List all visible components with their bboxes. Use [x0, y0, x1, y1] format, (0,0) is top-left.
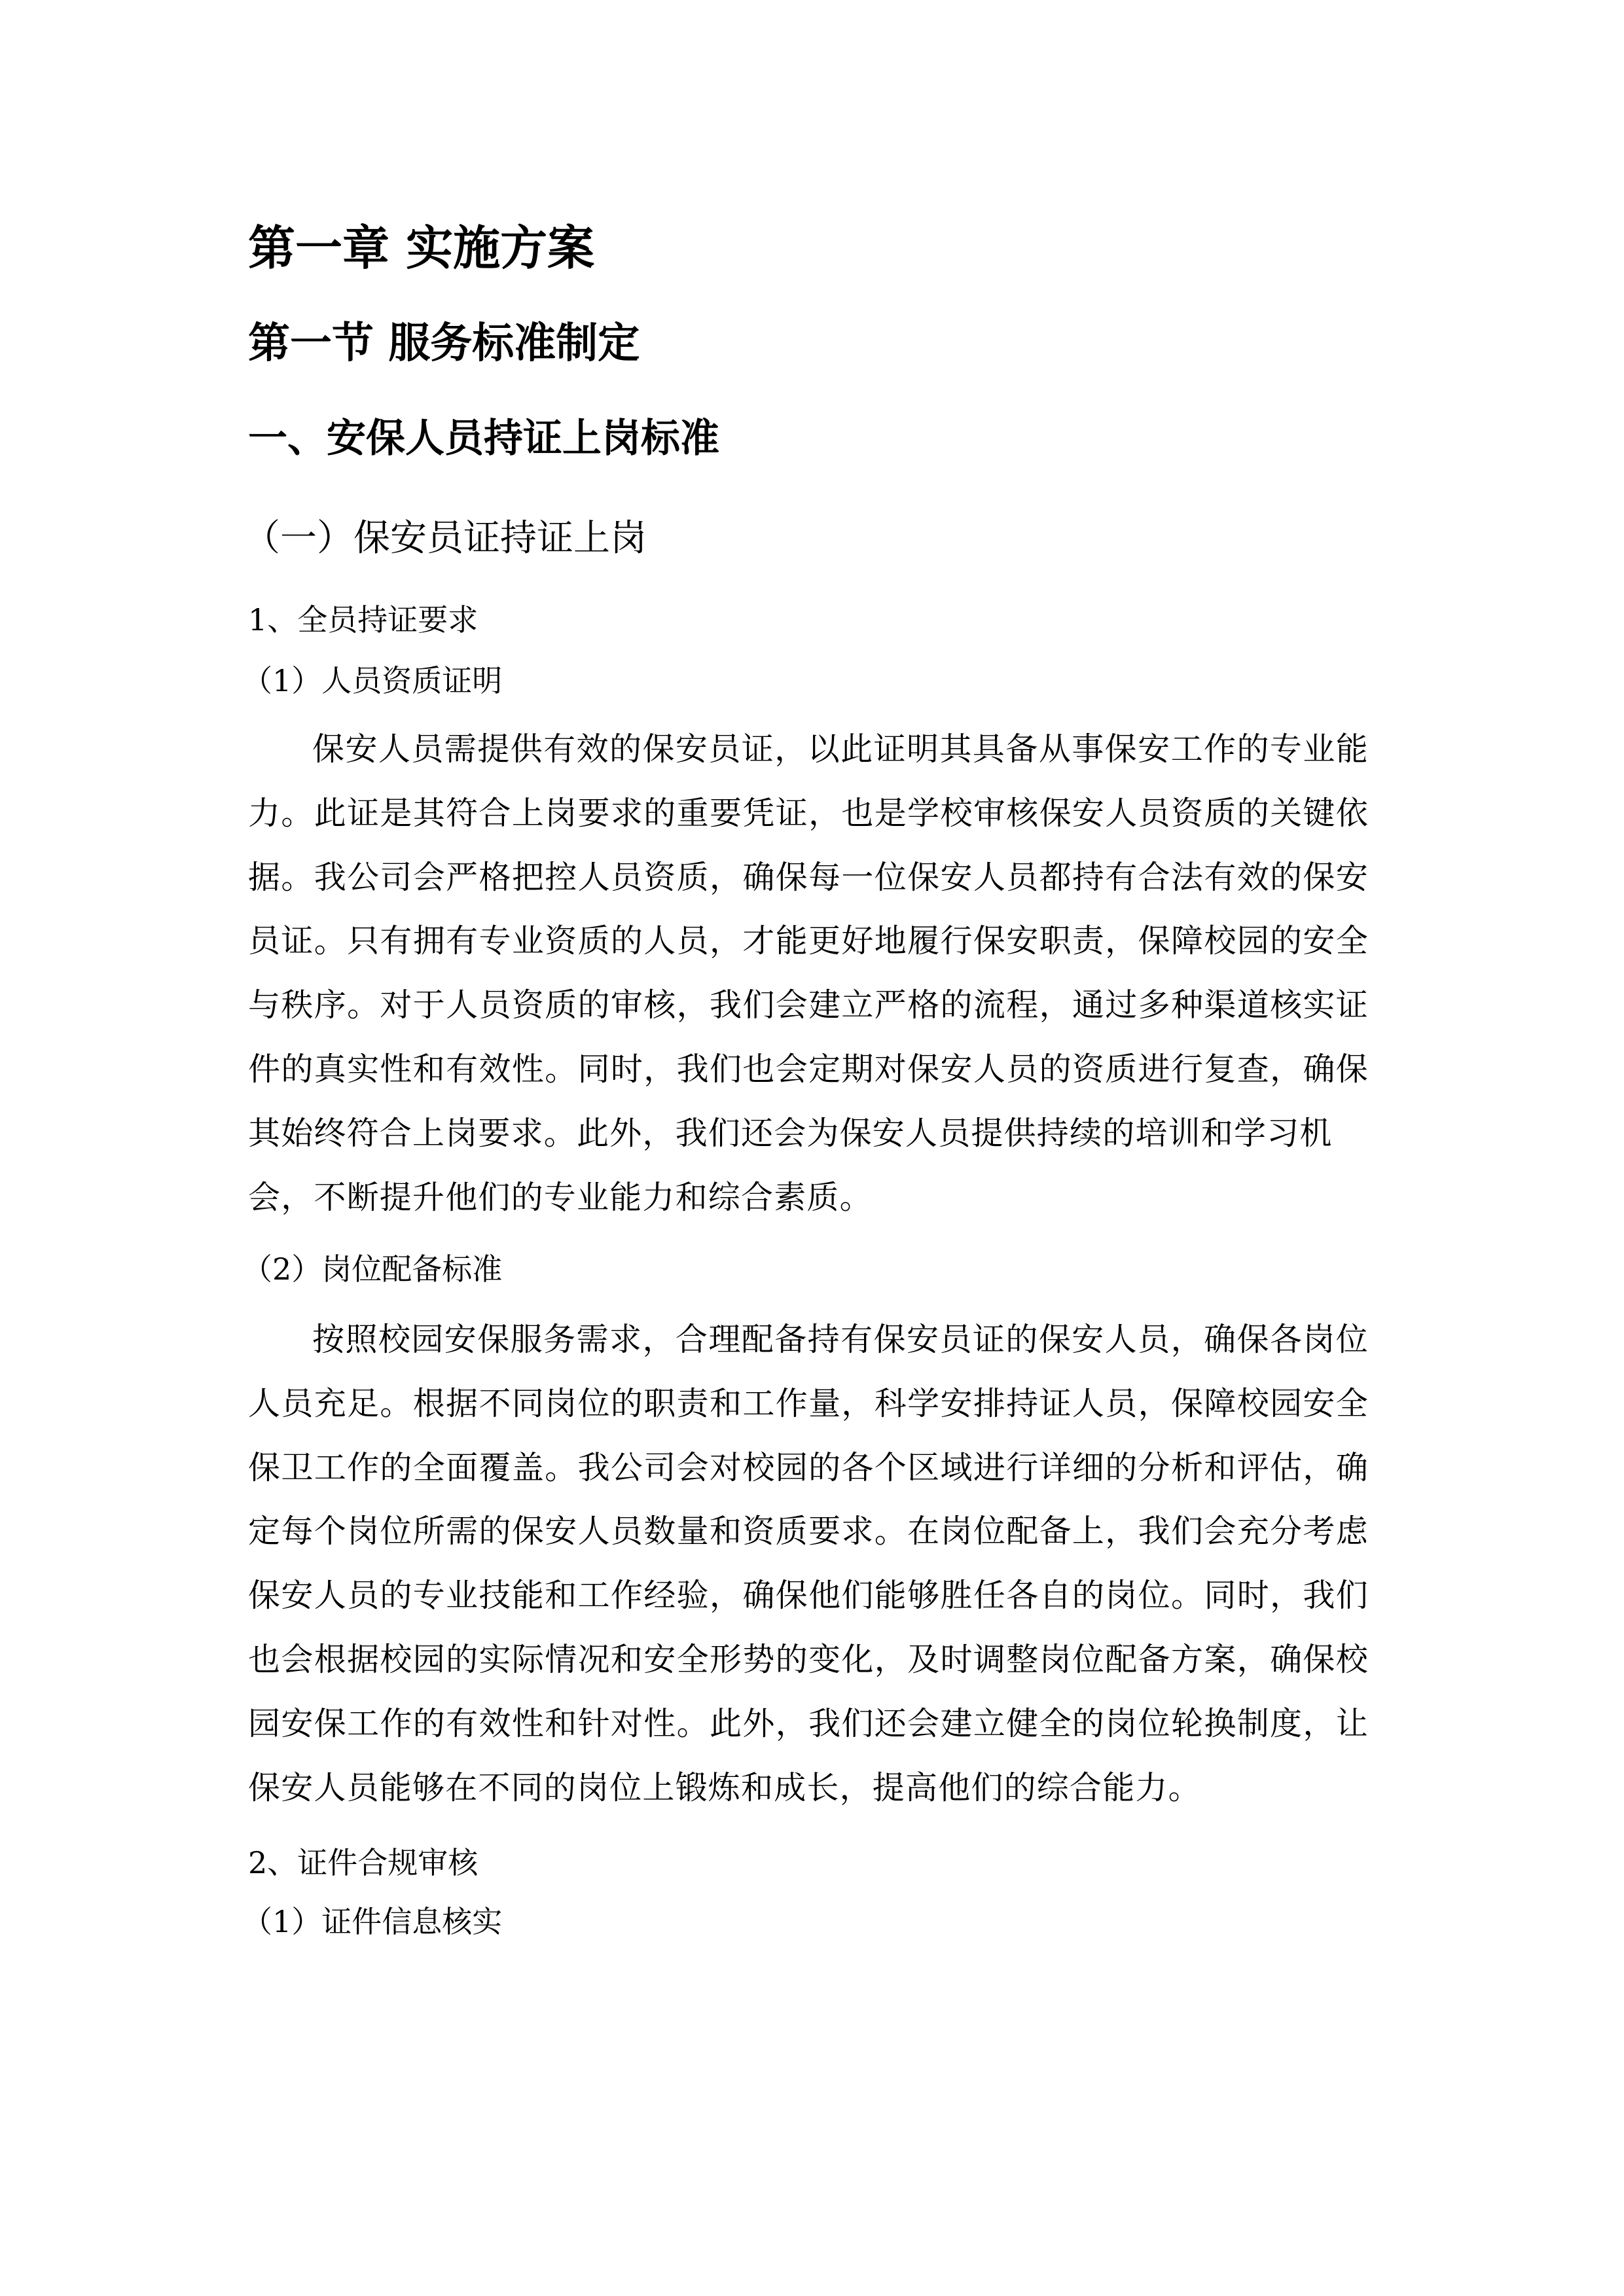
paragraph-line: 保安人员的专业技能和工作经验，确保他们能够胜任各自的岗位。同时，我们 — [248, 1577, 1369, 1615]
paragraph-line: 力。此证是其符合上岗要求的重要凭证，也是学校审核保安人员资质的关键依 — [248, 794, 1369, 832]
paragraph-line: 与秩序。对于人员资质的审核，我们会建立严格的流程，通过多种渠道核实证 — [248, 986, 1369, 1024]
paragraph-line: 也会根据校园的实际情况和安全形势的变化，及时调整岗位配备方案，确保校 — [248, 1640, 1369, 1678]
subsubsection-title: （一）保安员证持证上岗 — [244, 517, 647, 560]
paragraph-line: 据。我公司会严格把控人员资质，确保每一位保安人员都持有合法有效的保安 — [248, 858, 1369, 896]
paragraph-qualification — [248, 717, 1369, 1229]
paragraph-line: 园安保工作的有效性和针对性。此外，我们还会建立健全的岗位轮换制度，让 — [248, 1704, 1369, 1742]
paragraph-line: 人员充足。根据不同岗位的职责和工作量，科学安排持证人员，保障校园安全 — [248, 1384, 1369, 1422]
paragraph-post-staffing — [248, 1308, 1369, 1820]
paragraph-line: 件的真实性和有效性。同时，我们也会定期对保安人员的资质进行复查，确保 — [248, 1050, 1369, 1088]
paragraph-line: 其始终符合上岗要求。此外，我们还会为保安人员提供持续的培训和学习机 — [248, 1114, 1333, 1152]
section-title: 第一节 服务标准制定 — [248, 319, 640, 368]
item1-title: 1、全员持证要求 — [248, 602, 478, 637]
paragraph-line: 定每个岗位所需的保安人员数量和资质要求。在岗位配备上，我们会充分考虑 — [248, 1513, 1369, 1551]
paragraph-line: 保安人员需提供有效的保安员证，以此证明其具备从事保安工作的专业能 — [312, 730, 1369, 768]
paragraph-line: 员证。只有拥有专业资质的人员，才能更好地履行保安职责，保障校园的安全 — [248, 922, 1369, 960]
paragraph-line: 保安人员能够在不同的岗位上锻炼和成长，提高他们的综合能力。 — [248, 1768, 1201, 1806]
paragraph-line: 会，不断提升他们的专业能力和综合素质。 — [248, 1178, 873, 1216]
chapter-title: 第一章 实施方案 — [248, 221, 595, 276]
item1-2-title: （2）岗位配备标准 — [242, 1251, 503, 1287]
paragraph-line: 按照校园安保服务需求，合理配备持有保安员证的保安人员，确保各岗位 — [312, 1321, 1369, 1358]
item1-1-title: （1）人员资质证明 — [242, 663, 503, 698]
item2-1-title: （1）证件信息核实 — [242, 1904, 503, 1939]
paragraph-line: 保卫工作的全面覆盖。我公司会对校园的各个区域进行详细的分析和评估，确 — [248, 1448, 1369, 1486]
subsection-title: 一、安保人员持证上岗标准 — [248, 416, 719, 461]
item2-title: 2、证件合规审核 — [248, 1845, 478, 1880]
